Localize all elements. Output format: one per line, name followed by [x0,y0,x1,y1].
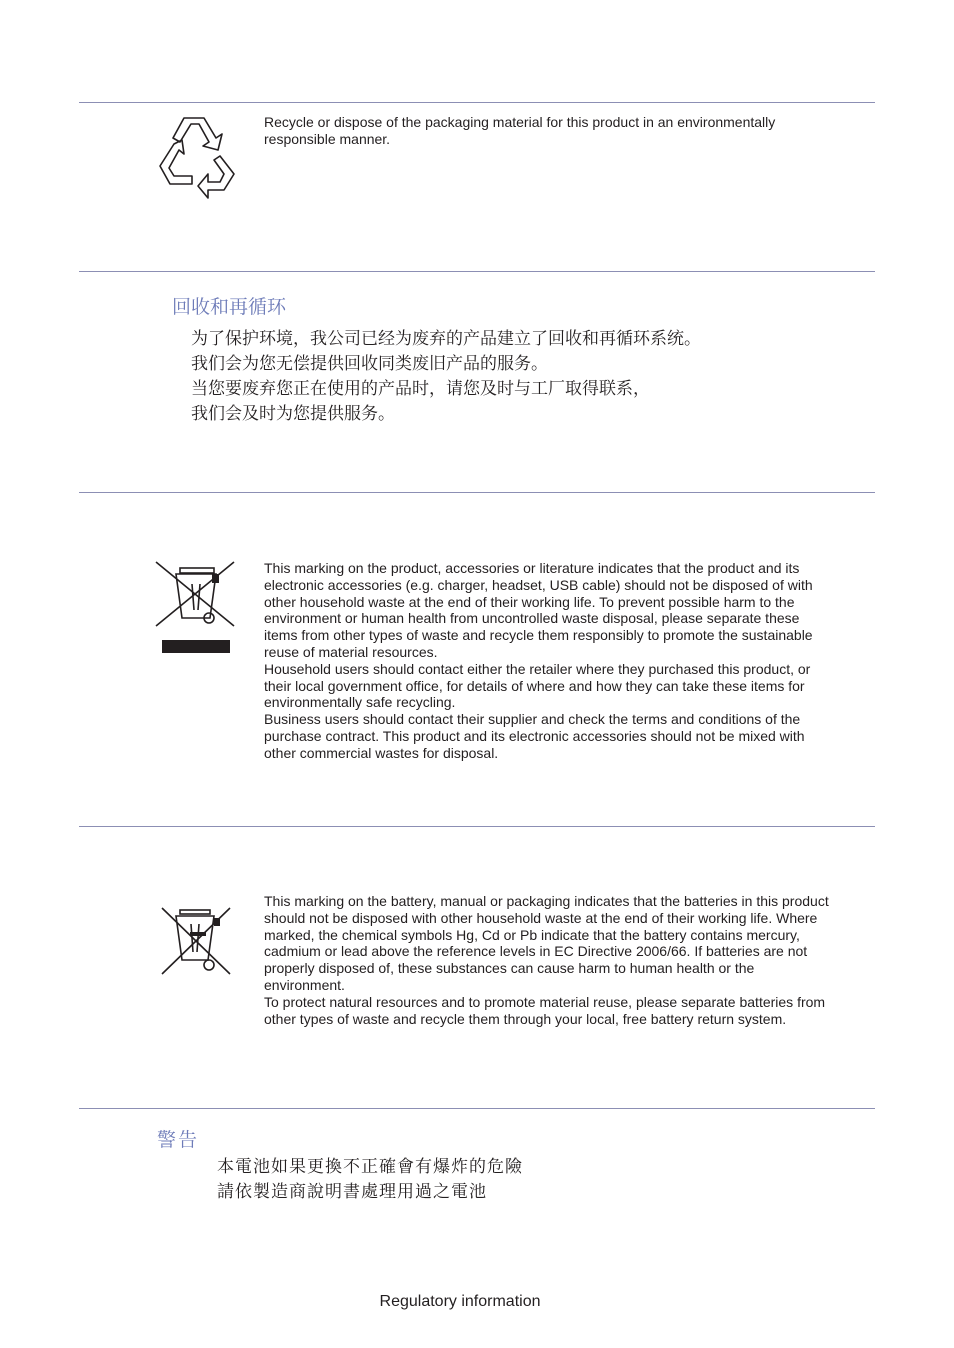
divider [79,826,875,827]
china-recycling-title: 回收和再循环 [172,296,287,318]
china-line: 我们会及时为您提供服务。 [191,404,395,424]
taiwan-warning-title: 警告 [157,1129,200,1151]
china-recycling-body [191,327,701,427]
china-line: 为了保护环境，我公司已经为废弃的产品建立了回收和再循环系统。 [191,329,701,349]
weee-paragraph: Household users should contact either the retailer where they purchased this product, or their local government office, for details of where and how they can take these items for environmentally safe recycling. [264,660,811,711]
battery-paragraph: To protect natural resources and to promote material reuse, please separate batteries from other types of waste and recycle them through your local, free battery return system. [264,993,826,1027]
crossed-bin-icon [154,560,238,656]
divider [79,492,875,493]
taiwan-line: 本電池如果更換不正確會有爆炸的危險 [217,1157,523,1177]
china-line: 当您要废弃您正在使用的产品时，请您及时与工厂取得联系， [191,379,650,399]
battery-text [264,893,836,1027]
page-footer: Regulatory information [379,1293,541,1310]
weee-paragraph: This marking on the product, accessories or literature indicates that the product and its electronic accessories (e.g. charger, headset, USB cable) should not be disposed of with other household waste at the end of their working life. To prevent possible harm to the environment or human health from uncontrolled waste disposal, please separate these items from other types of waste and recycle them responsibly to promote the sustainable reuse of material resources. [264,560,813,660]
recycle-icon [150,112,242,200]
recycle-paragraph: Recycle or dispose of the packaging material for this product in an environmentally responsible manner. [264,114,776,147]
battery-paragraph: This marking on the battery, manual or packaging indicates that the batteries in this product should not be disposed with other household waste at the end of their working life. Where marked, the chemical symbols Hg, Cd or Pb indicate that the battery contains mercury, cadmium or lead above the reference levels in EC Directive 2006/66. If batteries are not properly disposed of, these substances can cause harm to human health or the environment. [264,893,829,993]
divider [79,1108,875,1109]
crossed-bin-icon [160,904,234,978]
divider [79,271,875,272]
weee-paragraph: Business users should contact their supplier and check the terms and conditions of the purchase contract. This product and its electronic accessories should not be mixed with other commercial wastes for disposal. [264,711,805,761]
divider [79,102,875,103]
weee-text [264,560,836,762]
taiwan-line: 請依製造商說明書處理用過之電池 [217,1182,487,1202]
china-line: 我们会为您无偿提供回收同类废旧产品的服务。 [191,354,548,374]
taiwan-warning-body [217,1155,523,1205]
recycle-text [264,114,836,148]
